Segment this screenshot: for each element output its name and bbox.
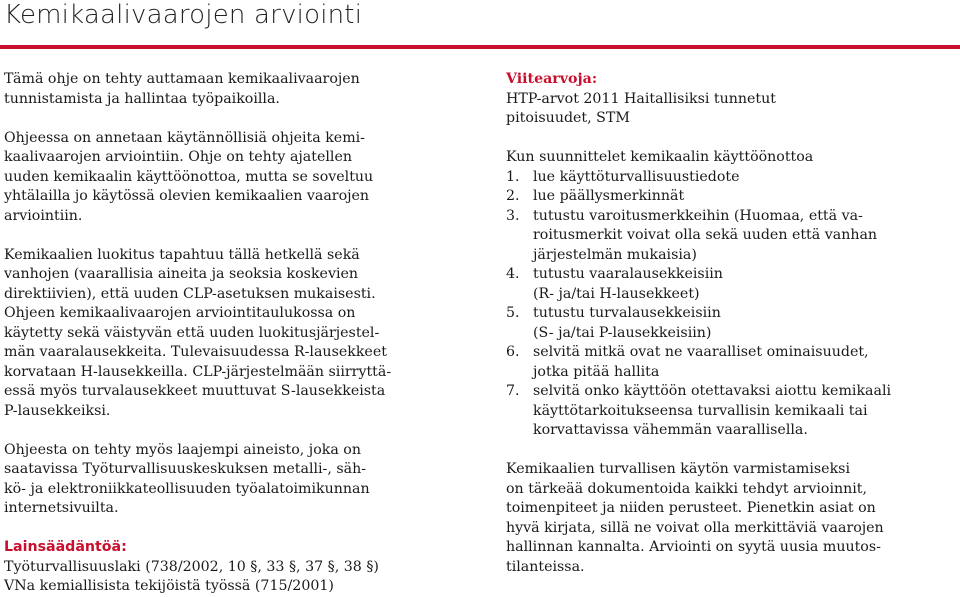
- text-line: lue päällysmerkinnät: [533, 188, 685, 204]
- intro-paragraph: [4, 70, 399, 109]
- text-line: Ohjeessa on annetaan käytännöllisiä ohjeita kemi-: [4, 129, 365, 146]
- text-line: käyttötarkoitukseensa turvallisin kemikaali tai: [533, 402, 868, 419]
- text-line: saatavissa Työturvallisuuskeskuksen metalli-, säh-: [4, 461, 367, 477]
- text-line: Tämä ohje on tehty auttamaan kemikaalivaarojen: [4, 71, 360, 87]
- list-item: [506, 265, 926, 304]
- legislation-heading: Lainsäädäntöä:: [4, 539, 127, 555]
- text-line: jotka pitää hallita: [533, 363, 660, 380]
- text-line: Työturvallisuuslaki (738/2002, 10 §, 33 §, 37 §, 38 §): [4, 558, 379, 575]
- steps-list: [506, 168, 926, 441]
- text-line: selvitä onko käyttöön otettavaksi aiottu kemikaali: [533, 383, 892, 399]
- closing-paragraph: [506, 460, 926, 577]
- text-line: järjestelmän mukaisia): [533, 246, 697, 263]
- text-line: hyvä kirjata, sillä ne voivat olla merkittäviä vaarojen: [506, 519, 884, 536]
- step-number: 2.: [506, 188, 520, 204]
- text-line: hallinnan kannalta. Arviointi on syytä uusia muutos-: [506, 539, 881, 555]
- list-item: [506, 207, 926, 266]
- text-line: yhtälailla jo käytössä olevien kemikaalien vaarojen: [4, 188, 370, 204]
- text-line: selvitä mitkä ovat ne vaaralliset ominaisuudet,: [533, 344, 869, 360]
- text-line: tutustu turvalausekkeisiin: [533, 305, 721, 321]
- step-number: 7.: [506, 383, 520, 399]
- text-line: internetsivuilta.: [4, 500, 119, 516]
- legislation-section: [4, 538, 399, 597]
- text-line: Ohjeesta on tehty myös laajempi aineisto, joka on: [4, 441, 361, 458]
- right-column: [506, 70, 926, 577]
- list-item: [506, 343, 926, 382]
- step-number: 4.: [506, 266, 520, 282]
- text-line: tilanteissa.: [506, 558, 585, 575]
- left-column: [4, 70, 399, 597]
- text-line: lue käyttöturvallisuustiedote: [533, 168, 740, 185]
- text-line: tunnistamista ja hallintaa työpaikoilla.: [4, 90, 280, 107]
- text-line: (S- ja/tai P-lausekkeisiin): [533, 324, 712, 341]
- text-line: pitoisuudet, STM: [506, 110, 630, 126]
- list-item: [506, 168, 926, 188]
- text-line: korvataan H-lausekkeilla. CLP-järjestelmään siirryttä-: [4, 363, 392, 380]
- text-line: HTP-arvot 2011 Haitallisiksi tunnetut: [506, 90, 776, 107]
- page-title: Kemikaalivaarojen arviointi: [4, 0, 363, 30]
- text-line: korvattavissa vähemmän vaarallisella.: [533, 422, 808, 438]
- text-line: käytetty sekä väistyvän että uuden luokitusjärjestel-: [4, 324, 380, 341]
- title-divider: [0, 45, 960, 49]
- text-line: toimenpiteet ja niiden perusteet. Pienetkin asiat on: [506, 500, 876, 516]
- list-item: [506, 304, 926, 343]
- text-line: essä myös turvalausekkeet muuttuvat S-lausekkeista: [4, 383, 386, 399]
- guidance-paragraph: [4, 129, 399, 227]
- step-number: 5.: [506, 305, 520, 321]
- step-number: 6.: [506, 344, 520, 360]
- reference-section: [506, 70, 926, 129]
- reference-heading: Viitearvoja:: [506, 71, 598, 87]
- text-line: direktiivien), että uuden CLP-asetuksen mukaisesti.: [4, 285, 376, 302]
- classification-paragraph: [4, 246, 399, 422]
- text-line: roitusmerkit voivat olla sekä uuden että vanhan: [533, 227, 878, 243]
- text-line: kö- ja elektroniikkateollisuuden työalatoimikunnan: [4, 480, 370, 497]
- text-line: uuden kemikaalin käyttöönottoa, mutta se soveltuu: [4, 168, 374, 185]
- list-item: [506, 187, 926, 207]
- text-line: P-lausekkeiksi.: [4, 402, 111, 419]
- text-line: (R- ja/tai H-lausekkeet): [533, 285, 700, 302]
- material-paragraph: [4, 441, 399, 519]
- text-line: vanhojen (vaarallisia aineita ja seoksia koskevien: [4, 266, 359, 282]
- text-line: Kemikaalien luokitus tapahtuu tällä hetkellä sekä: [4, 246, 360, 263]
- step-number: 3.: [506, 207, 520, 224]
- text-line: tutustu varoitusmerkkeihin (Huomaa, että va-: [533, 207, 863, 224]
- text-line: Kemikaalien turvallisen käytön varmistamiseksi: [506, 461, 850, 477]
- text-line: on tärkeää dokumentoida kaikki tehdyt arvioinnit,: [506, 480, 867, 497]
- list-item: [506, 382, 926, 441]
- text-line: män vaaralausekkeita. Tulevaisuudessa R-lausekkeet: [4, 344, 387, 360]
- text-line: kaalivaarojen arviointiin. Ohje on tehty ajatellen: [4, 149, 352, 165]
- text-line: arviointiin.: [4, 207, 83, 224]
- step-number: 1.: [506, 168, 520, 185]
- text-line: VNa kemiallisista tekijöistä työssä (715/2001): [4, 578, 334, 594]
- text-line: Ohjeen kemikaalivaarojen arviointitaulukossa on: [4, 305, 356, 321]
- text-line: tutustu vaaralausekkeisiin: [533, 266, 723, 282]
- steps-intro: Kun suunnittelet kemikaalin käyttöönottoa: [506, 149, 814, 165]
